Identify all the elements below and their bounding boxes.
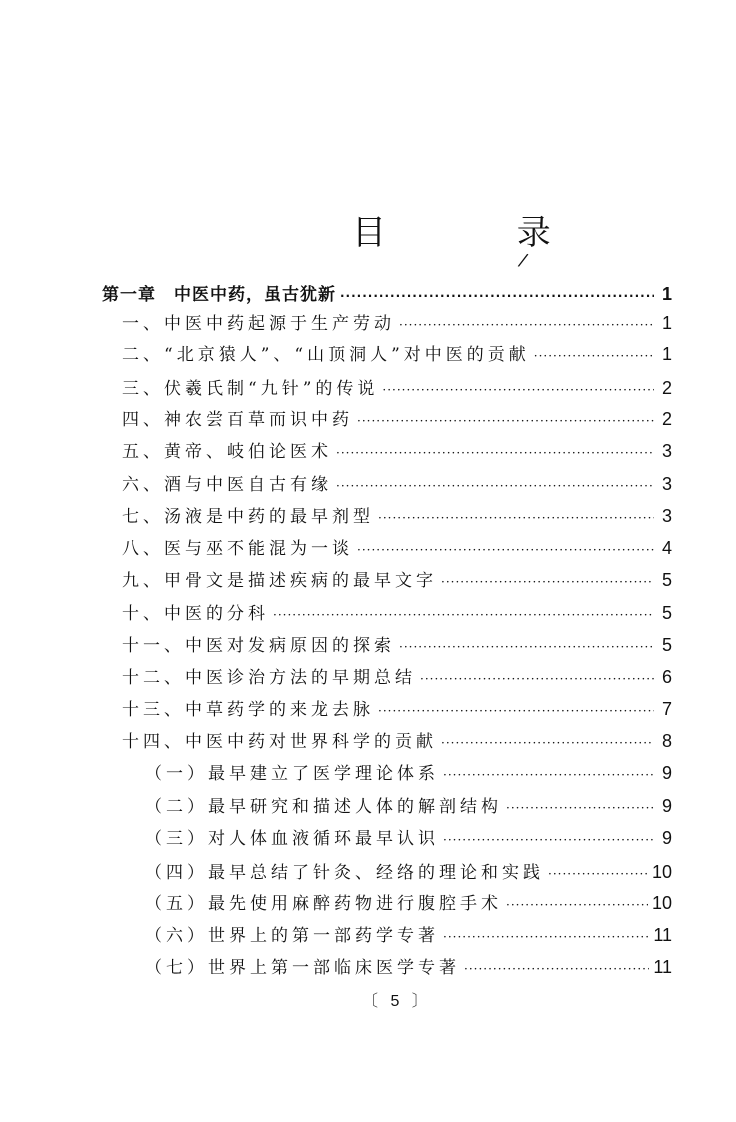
- stray-mark: /: [516, 249, 530, 272]
- dot-leader: [548, 867, 648, 881]
- toc-entry: [145, 889, 672, 919]
- toc-entry-label: （五）最先使用麻醉药物进行腹腔手术: [145, 894, 502, 914]
- dot-leader: [378, 511, 654, 525]
- dot-leader: [534, 349, 654, 363]
- toc-entry-label: 二、“北京猿人”、“山顶洞人”对中医的贡献: [122, 345, 530, 365]
- toc-entry-page: 2: [661, 378, 672, 398]
- toc-entry-label: 十二、中医诊治方法的早期总结: [122, 668, 416, 688]
- toc-entry-page: 3: [661, 474, 672, 494]
- toc-entry: [122, 374, 672, 404]
- toc-entry-page: 3: [661, 506, 672, 526]
- toc-entry-label: （六）世界上的第一部药学专著: [145, 926, 439, 946]
- toc-entry-label: 三、伏羲氏制“九针”的传说: [122, 379, 379, 399]
- toc-entry-page: 3: [661, 441, 672, 461]
- toc-entry-label: （三）对人体血液循环最早认识: [145, 829, 439, 849]
- toc-chapter-entry: [102, 280, 672, 310]
- dot-leader: [506, 801, 654, 815]
- toc-entry-page: 2: [661, 409, 672, 429]
- toc-entry: [122, 727, 672, 757]
- toc-entry-page: 10: [651, 862, 672, 882]
- toc-entry: [122, 309, 672, 339]
- dot-leader: [506, 898, 648, 912]
- toc-entry-label: 四、神农尝百草而识中药: [122, 410, 353, 430]
- toc-entry-page: 11: [653, 925, 672, 945]
- toc-entry-label: 十四、中医中药对世界科学的贡献: [122, 732, 437, 752]
- toc-entry-page: 11: [653, 957, 672, 977]
- toc-entry-label: 十、中医的分科: [122, 604, 269, 624]
- toc-entry-label: 九、甲骨文是描述疾病的最早文字: [122, 571, 437, 591]
- toc-entry: [145, 824, 672, 854]
- dot-leader: [443, 930, 649, 944]
- toc-entry-page: 4: [661, 538, 672, 558]
- dot-leader: [399, 318, 654, 332]
- toc-entry: [122, 340, 672, 370]
- toc-entry-page: 1: [661, 313, 672, 333]
- dot-leader: [441, 575, 654, 589]
- toc-entry: [122, 405, 672, 435]
- toc-entry-label: （七）世界上第一部临床医学专著: [145, 958, 460, 978]
- toc-entry-label: 一、中医中药起源于生产劳动: [122, 314, 395, 334]
- toc-entry-label: 七、汤液是中药的最早剂型: [122, 507, 374, 527]
- toc-entry: [122, 695, 672, 725]
- toc-entry-label: （二）最早研究和描述人体的解剖结构: [145, 797, 502, 817]
- dot-leader: [273, 608, 654, 622]
- toc-entry-page: 8: [661, 731, 672, 751]
- toc-entry: [122, 534, 672, 564]
- toc-entry: [122, 631, 672, 661]
- dot-leader: [340, 289, 654, 303]
- toc-entry-page: 7: [661, 699, 672, 719]
- dot-leader: [420, 672, 654, 686]
- toc-entry: [122, 599, 672, 629]
- toc-entry-page: 1: [661, 344, 672, 364]
- dot-leader: [357, 543, 654, 557]
- dot-leader: [336, 479, 654, 493]
- toc-entry: [122, 566, 672, 596]
- toc-entry-label: 六、酒与中医自古有缘: [122, 475, 332, 495]
- toc-entry-page: 5: [661, 603, 672, 623]
- toc-entry: [122, 663, 672, 693]
- toc-entry: [122, 502, 672, 532]
- dot-leader: [464, 962, 649, 976]
- toc-entry: [122, 437, 672, 467]
- page-title: 目 录: [352, 213, 611, 253]
- toc-entry-page: 6: [661, 667, 672, 687]
- toc-entry-label: （一）最早建立了医学理论体系: [145, 764, 439, 784]
- dot-leader: [443, 833, 654, 847]
- dot-leader: [399, 640, 654, 654]
- toc-entry: [122, 470, 672, 500]
- toc-entry-page: 9: [661, 796, 672, 816]
- dot-leader: [443, 768, 654, 782]
- toc-entry-page: 1: [661, 284, 672, 304]
- toc-entry-label: 五、黄帝、岐伯论医术: [122, 442, 332, 462]
- toc-entry-label: （四）最早总结了针灸、经络的理论和实践: [145, 863, 544, 883]
- toc-entry: [145, 792, 672, 822]
- toc-entry: [145, 759, 672, 789]
- toc-entry-label: 十三、中草药学的来龙去脉: [122, 700, 374, 720]
- dot-leader: [378, 704, 654, 718]
- dot-leader: [441, 736, 654, 750]
- toc-entry: [145, 858, 672, 888]
- toc-entry-page: 5: [661, 570, 672, 590]
- toc-entry-page: 9: [661, 763, 672, 783]
- toc-entry: [145, 953, 672, 983]
- toc-entry-label: 八、医与巫不能混为一谈: [122, 539, 353, 559]
- toc-entry-page: 10: [651, 893, 672, 913]
- dot-leader: [336, 446, 654, 460]
- toc-entry-page: 9: [661, 828, 672, 848]
- dot-leader: [357, 414, 654, 428]
- toc-entry-label: 十一、中医对发病原因的探索: [122, 636, 395, 656]
- toc-entry-label: 第一章 中医中药，虽古犹新: [102, 285, 336, 305]
- toc-entry: [145, 921, 672, 951]
- dot-leader: [382, 383, 654, 397]
- toc-entry-page: 5: [661, 635, 672, 655]
- page-number: 〔 5 〕: [362, 993, 432, 1010]
